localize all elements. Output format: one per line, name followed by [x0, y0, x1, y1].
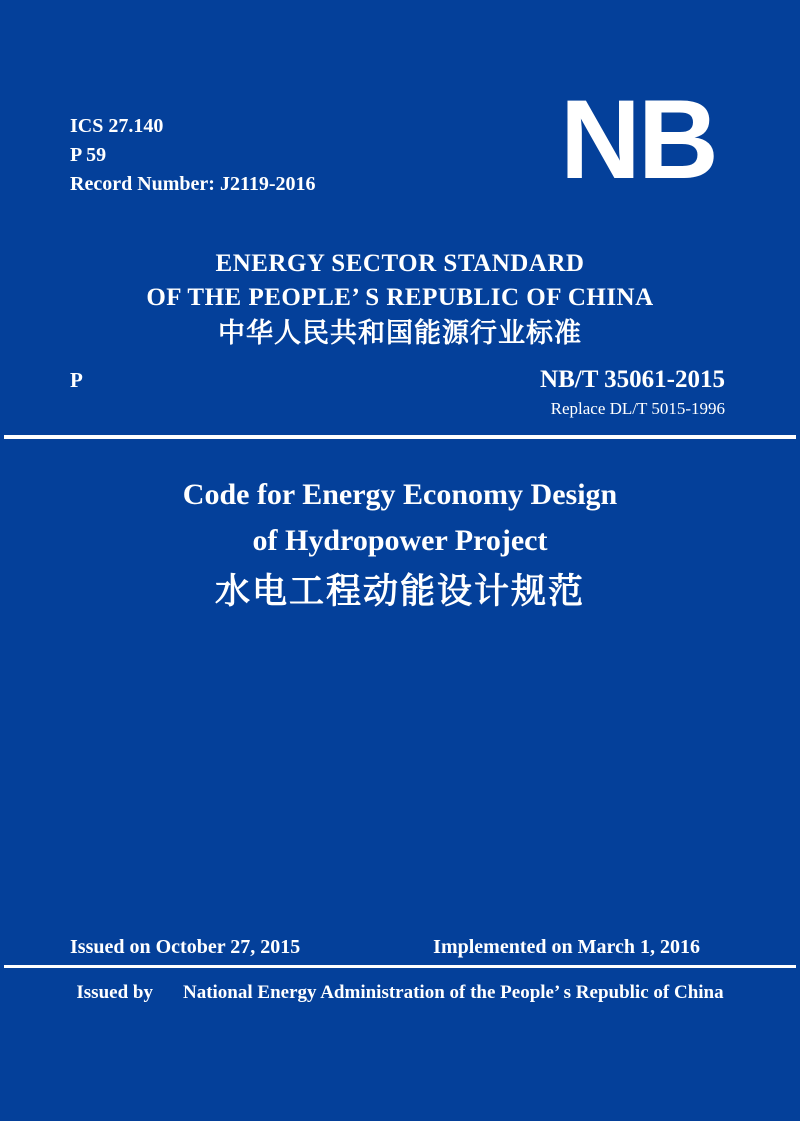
divider-line-bottom [4, 965, 796, 968]
issued-date: Issued on October 27, 2015 [70, 936, 301, 958]
standard-name-block [0, 247, 800, 351]
title-zh: 水电工程动能设计规范 [214, 572, 585, 611]
ics-code: ICS 27.140 [70, 115, 164, 137]
title-en-line1: Code for Energy Economy Design [182, 478, 618, 511]
nb-logo: NB [560, 77, 716, 202]
standard-name-zh: 中华人民共和国能源行业标准 [218, 318, 582, 348]
divider-line-top [4, 435, 796, 439]
code-row [70, 366, 725, 394]
replaces-note: Replace DL/T 5015-1996 [550, 399, 725, 418]
standard-code: NB/T 35061-2015 [540, 366, 725, 393]
doc-class-letter: P [70, 368, 83, 392]
issued-by-label: Issued by [76, 982, 153, 1003]
issuer-name: National Energy Administration of the People’ s Republic of China [182, 982, 724, 1003]
standard-name-en-line1: ENERGY SECTOR STANDARD [215, 250, 585, 277]
title-en-line2: of Hydropower Project [252, 524, 548, 557]
title-block [0, 472, 800, 618]
issuer-row [0, 981, 800, 1005]
class-code: P 59 [70, 144, 107, 166]
dates-row [70, 935, 700, 959]
record-number: Record Number: J2119-2016 [70, 173, 316, 195]
standard-name-en-line2: OF THE PEOPLE’ S REPUBLIC OF CHINA [146, 284, 654, 311]
classification-block [70, 112, 316, 199]
implemented-date: Implemented on March 1, 2016 [433, 936, 700, 958]
